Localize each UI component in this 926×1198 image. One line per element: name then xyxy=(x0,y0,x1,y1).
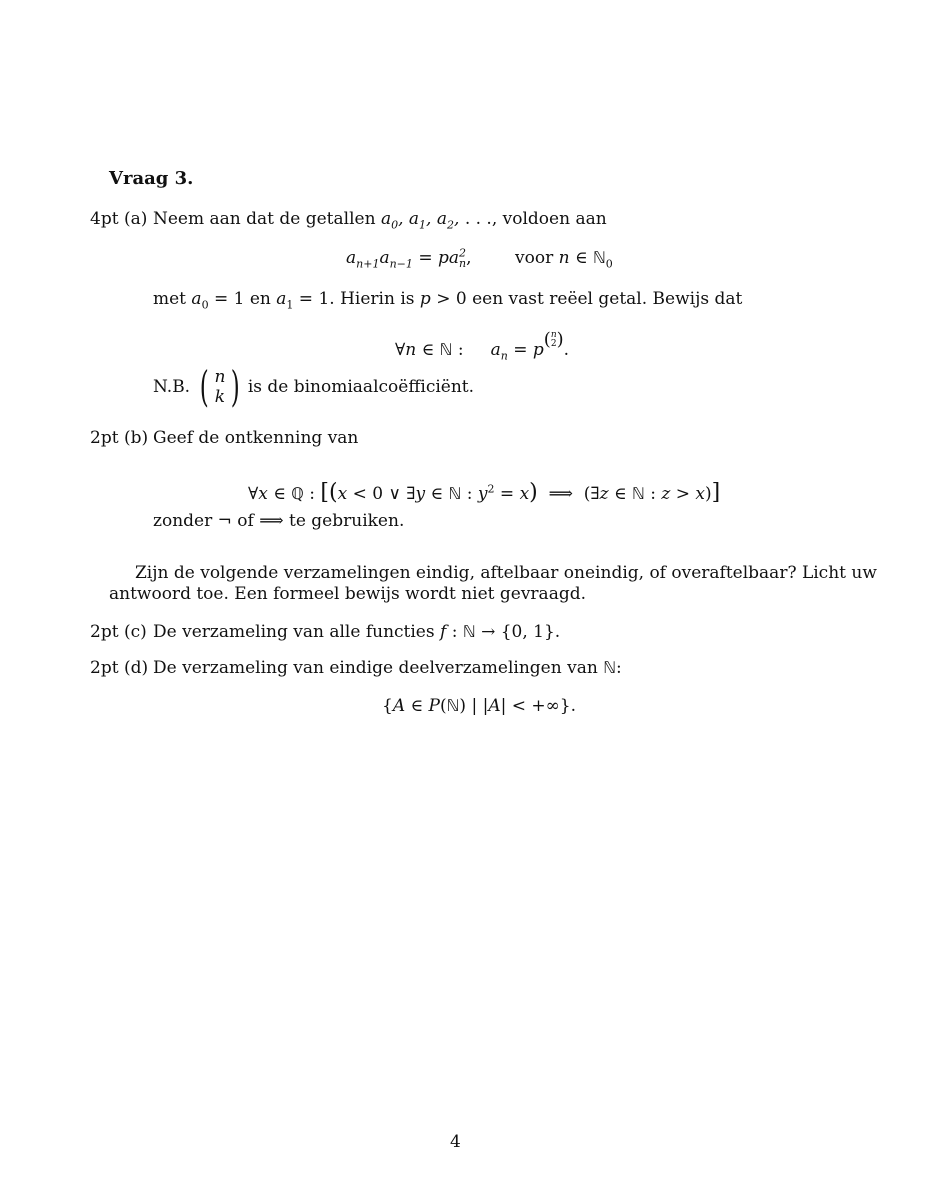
part-c-label: (c) xyxy=(123,622,147,642)
part-b-label: (b) xyxy=(123,428,149,448)
bewijs-text: een vast reëel getal. Bewijs dat xyxy=(472,289,743,309)
part-a-intro-tail: , voldoen aan xyxy=(491,209,607,229)
nb-suffix: is de binomiaalcoëfficiënt. xyxy=(247,377,475,397)
hierin-text: . Hierin is xyxy=(329,289,415,309)
of-word: of xyxy=(237,511,254,531)
en-word: en xyxy=(249,289,271,309)
page-number: 4 xyxy=(450,1132,461,1152)
part-c-line xyxy=(90,622,147,642)
sequence-symbols: $a_0$, $a_1$, $a_2$, . . . xyxy=(380,209,492,232)
part-d-text-body: De verzameling van eindige deelverzamelingen van xyxy=(153,658,598,678)
part-a-intro-text: Neem aan dat de getallen xyxy=(153,209,376,229)
zonder-word: zonder xyxy=(153,511,213,531)
recurrence-condition: voor n ∈ ℕ$_0$ xyxy=(515,248,613,271)
part-a-line xyxy=(90,209,147,229)
part-a-intro xyxy=(153,209,607,232)
recurrence-equation: $a_{n+1}a_{n-1} = pa^2_n$, xyxy=(346,246,472,271)
part-b-tail: te gebruiken. xyxy=(289,511,405,531)
met-word: met xyxy=(153,289,187,309)
finite-subsets-formula: {A ∈ P(ℕ) | |A| < +∞}. xyxy=(382,696,577,716)
part-b-line xyxy=(90,428,148,448)
nb-prefix: N.B. xyxy=(153,377,191,397)
negation-formula: ∀x ∈ ℚ : [(x < 0 ∨ ∃y ∈ ℕ : $y^2 = x$) ⟹ (∃z ∈ ℕ : z > x)] xyxy=(248,480,721,505)
voor-word: voor xyxy=(515,248,554,268)
binomial-symbol: ( n k ) xyxy=(199,362,241,411)
claim-formula: ∀n ∈ ℕ : $a_n = p$ ( n 2 ) . xyxy=(395,329,570,363)
initial-conditions: met $a_0 = 1$ en $a_1 = 1$. Hierin is p > 0 een vast reëel getal. Bewijs dat xyxy=(153,289,743,312)
question-heading: Vraag 3. xyxy=(109,168,194,189)
part-c-text: De verzameling van alle functies f : ℕ → {0, 1}. xyxy=(153,622,561,642)
paragraph-line-2: antwoord toe. Een formeel bewijs wordt niet gevraagd. xyxy=(109,584,586,604)
part-b-points: 2pt xyxy=(90,428,119,448)
part-b-constraint: zonder ¬ of ⟹ te gebruiken. xyxy=(153,511,405,531)
part-c-points: 2pt xyxy=(90,622,119,642)
part-a-label: (a) xyxy=(123,209,148,229)
part-a-points: 4pt xyxy=(90,209,119,229)
part-c-text-body: De verzameling van alle functies xyxy=(153,622,435,642)
part-d-label: (d) xyxy=(123,658,149,678)
part-d-text: De verzameling van eindige deelverzamelingen van ℕ: xyxy=(153,658,622,678)
nb-note xyxy=(153,362,475,411)
part-d-points: 2pt xyxy=(90,658,119,678)
part-b-intro: Geef de ontkenning van xyxy=(153,428,359,448)
part-d-line xyxy=(90,658,148,678)
paragraph-line-1: Zijn de volgende verzamelingen eindig, aftelbaar oneindig, of overaftelbaar? Licht uw xyxy=(135,563,877,583)
